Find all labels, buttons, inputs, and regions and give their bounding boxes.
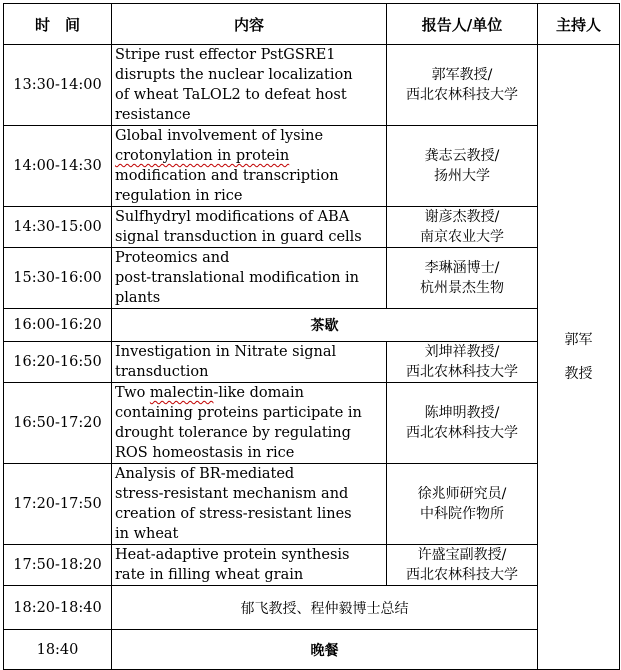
content-cell xyxy=(112,464,387,545)
time-cell: 16:20-16:50 xyxy=(4,342,112,383)
content-cell xyxy=(112,342,387,383)
spellcheck-word: malectin xyxy=(149,385,214,401)
content-cell xyxy=(112,45,387,126)
content-line: containing proteins participate in xyxy=(115,405,362,421)
content-line: in wheat xyxy=(115,526,179,542)
content-cell xyxy=(112,383,387,464)
spellcheck-word: crotonylation in protein xyxy=(115,148,290,164)
speaker-cell xyxy=(387,207,538,248)
time-cell: 14:30-15:00 xyxy=(4,207,112,248)
speaker-name: 郭军教授/ xyxy=(431,67,493,83)
table-row xyxy=(4,309,620,342)
speaker-affiliation: 西北农林科技大学 xyxy=(406,87,518,103)
host-title: 教授 xyxy=(564,366,593,382)
speaker-affiliation: 杭州景杰生物 xyxy=(420,280,504,296)
time-cell: 17:50-18:20 xyxy=(4,545,112,586)
content-line: Two malectin-like domain xyxy=(115,385,304,401)
speaker-name: 谢彦杰教授/ xyxy=(424,209,500,225)
speaker-cell xyxy=(387,45,538,126)
speaker-cell xyxy=(387,248,538,309)
content-cell xyxy=(112,545,387,586)
content-line: rate in filling wheat grain xyxy=(115,567,304,583)
speaker-affiliation: 扬州大学 xyxy=(434,168,490,184)
table-row xyxy=(4,248,620,309)
speaker-name: 李琳涵博士/ xyxy=(424,260,500,276)
speaker-cell xyxy=(387,126,538,207)
table-row xyxy=(4,586,620,630)
content-line: of wheat TaLOL2 to defeat host xyxy=(115,87,347,103)
header-row xyxy=(4,4,620,45)
speaker-name: 陈坤明教授/ xyxy=(424,405,500,421)
dinner-cell: 晚餐 xyxy=(112,630,538,670)
time-cell: 18:40 xyxy=(4,630,112,670)
time-cell: 16:50-17:20 xyxy=(4,383,112,464)
host-cell xyxy=(538,45,620,670)
content-line: Stripe rust effector PstGSRE1 xyxy=(115,47,336,63)
time-cell: 15:30-16:00 xyxy=(4,248,112,309)
speaker-affiliation: 西北农林科技大学 xyxy=(406,567,518,583)
content-line xyxy=(115,146,383,166)
header-time: 时 间 xyxy=(4,4,112,45)
content-cell xyxy=(112,126,387,207)
speaker-name: 龚志云教授/ xyxy=(424,148,500,164)
content-line: regulation in rice xyxy=(115,188,243,204)
speaker-name: 徐兆师研究员/ xyxy=(417,486,507,502)
time-cell: 16:00-16:20 xyxy=(4,309,112,342)
speaker-cell xyxy=(387,545,538,586)
table-row xyxy=(4,630,620,670)
summary-cell: 郁飞教授、程仲毅博士总结 xyxy=(112,586,538,630)
speaker-affiliation: 中科院作物所 xyxy=(420,506,504,522)
host-gap xyxy=(541,350,616,364)
tea-break-cell: 茶歇 xyxy=(112,309,538,342)
speaker-affiliation: 西北农林科技大学 xyxy=(406,425,518,441)
content-line: Proteomics and xyxy=(115,250,230,266)
speaker-affiliation: 西北农林科技大学 xyxy=(406,364,518,380)
schedule-table xyxy=(3,3,620,670)
header-host: 主持人 xyxy=(538,4,620,45)
table-row xyxy=(4,342,620,383)
time-cell: 18:20-18:40 xyxy=(4,586,112,630)
content-line: signal transduction in guard cells xyxy=(115,229,362,245)
content-line: transduction xyxy=(115,364,209,380)
content-line: creation of stress-resistant lines xyxy=(115,506,352,522)
content-line: Sulfhydryl modifications of ABA xyxy=(115,209,350,225)
speaker-cell xyxy=(387,464,538,545)
speaker-affiliation: 南京农业大学 xyxy=(420,229,504,245)
time-cell: 14:00-14:30 xyxy=(4,126,112,207)
content-cell xyxy=(112,207,387,248)
header-speaker: 报告人/单位 xyxy=(387,4,538,45)
content-line: resistance xyxy=(115,107,191,123)
content-line: Heat-adaptive protein synthesis xyxy=(115,547,350,563)
table-row xyxy=(4,207,620,248)
speaker-name: 刘坤祥教授/ xyxy=(424,344,500,360)
content-line: Global involvement of lysine xyxy=(115,128,324,144)
speaker-cell xyxy=(387,383,538,464)
content-cell xyxy=(112,248,387,309)
table-row xyxy=(4,545,620,586)
content-line: ROS homeostasis in rice xyxy=(115,445,295,461)
content-line: Analysis of BR-mediated xyxy=(115,466,295,482)
content-line: modification and transcription xyxy=(115,168,339,184)
time-cell: 13:30-14:00 xyxy=(4,45,112,126)
content-line: drought tolerance by regulating xyxy=(115,425,351,441)
content-line: Investigation in Nitrate signal xyxy=(115,344,337,360)
table-row xyxy=(4,45,620,126)
header-content: 内容 xyxy=(112,4,387,45)
speaker-cell xyxy=(387,342,538,383)
time-cell: 17:20-17:50 xyxy=(4,464,112,545)
content-line: stress-resistant mechanism and xyxy=(115,486,349,502)
content-line: disrupts the nuclear localization xyxy=(115,67,353,83)
content-line: plants xyxy=(115,290,161,306)
table-row xyxy=(4,126,620,207)
table-row xyxy=(4,383,620,464)
host-name: 郭军 xyxy=(564,332,593,348)
content-line: post-translational modification in xyxy=(115,270,360,286)
speaker-name: 许盛宝副教授/ xyxy=(417,547,507,563)
table-row xyxy=(4,464,620,545)
